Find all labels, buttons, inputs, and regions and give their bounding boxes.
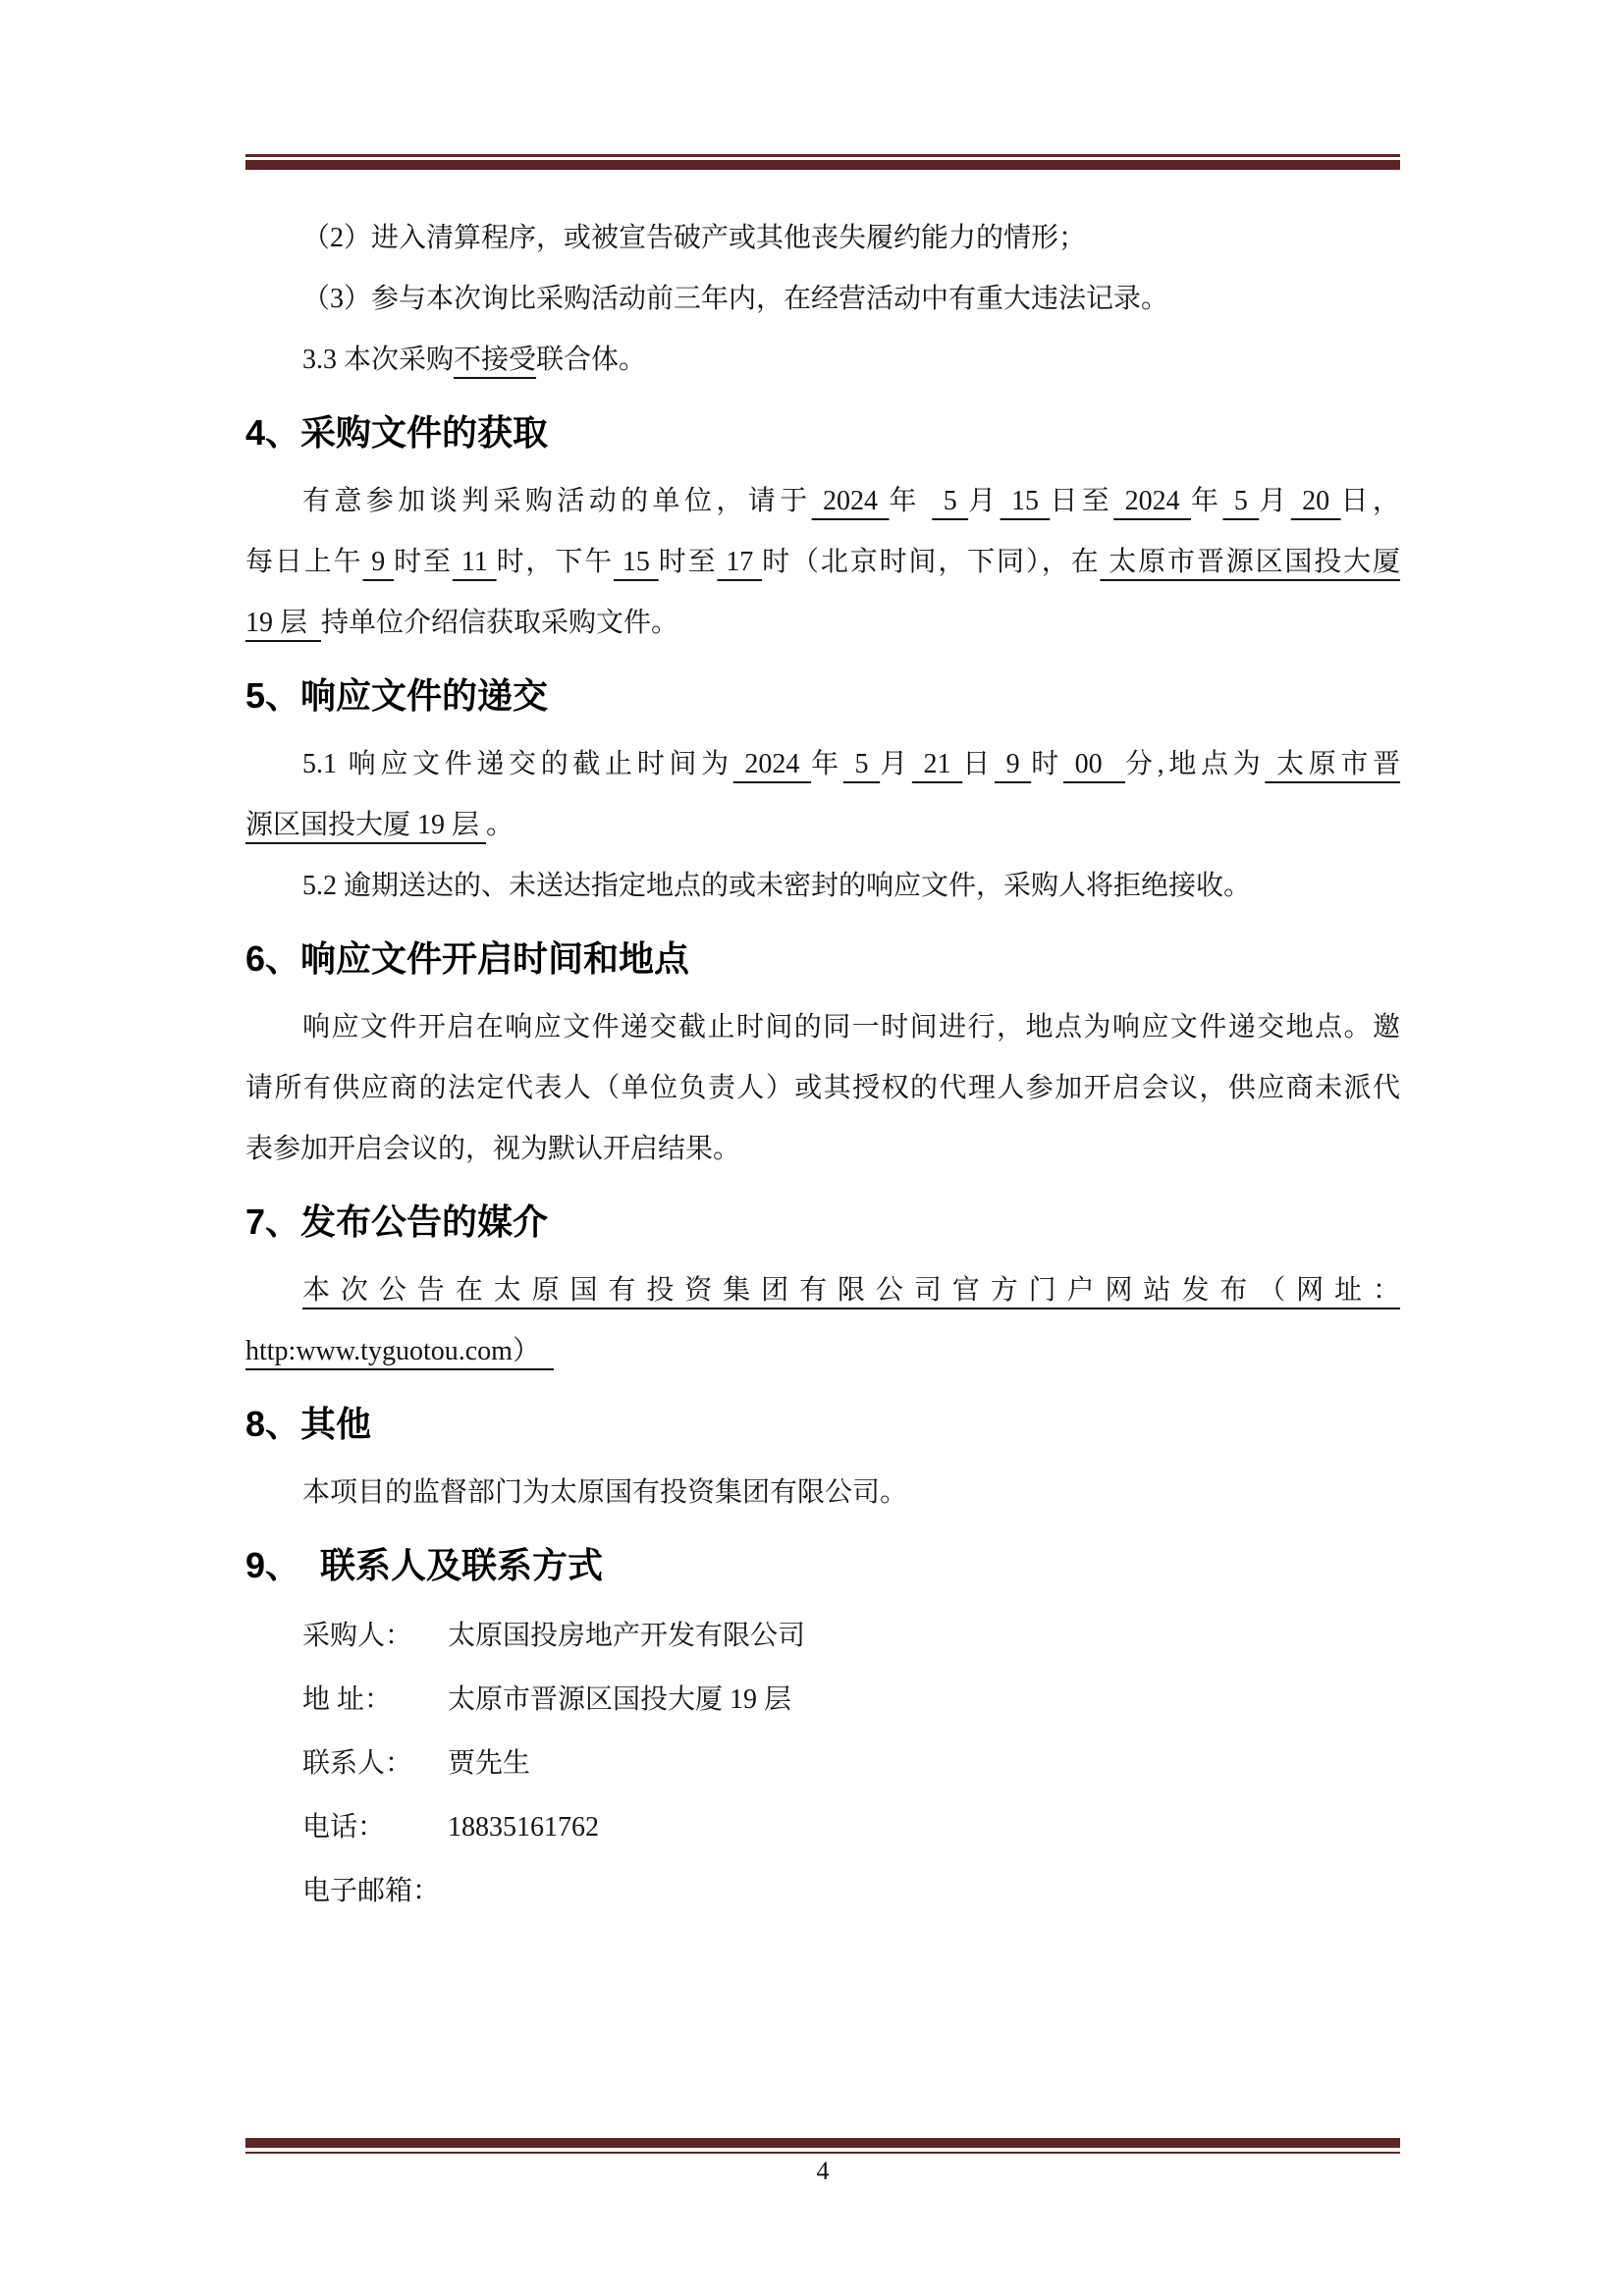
section-heading: 8、其他 [245, 1404, 372, 1444]
underlined-text: 2024 [732, 749, 812, 779]
underlined-text: 11 [452, 547, 497, 577]
contact-row [245, 1795, 1400, 1859]
underlined-text: http:www.tyguotou.com） [245, 1336, 554, 1366]
text-run: 请所有供应商的法定代表人（单位负责人）或其授权的代理人参加开启会议，供应商未派代 [245, 1073, 1400, 1103]
text-run: 3.3 本次采购 [302, 345, 455, 375]
text-line [245, 330, 1400, 391]
underlined-text: 本次公告在太原国有投资集团有限公司官方门户网站发布（网址： [302, 1275, 1400, 1306]
text-run: 年 [889, 486, 933, 516]
underlined-text: 2024 [811, 486, 890, 516]
contact-row [245, 1859, 1400, 1923]
text-run: 时至 [394, 547, 453, 577]
underlined-text: 17 [717, 547, 763, 577]
underlined-text: 00 [1062, 749, 1125, 779]
footer-rule-thin-line [245, 2152, 1400, 2154]
underlined-text: 15 [1000, 486, 1051, 516]
text-run: 5.1 响应文件递交的截止时间为 [302, 749, 733, 779]
text-run: 日至 [1050, 486, 1114, 516]
text-line [245, 1260, 1400, 1321]
document-body [245, 208, 1400, 1923]
contact-row [245, 1604, 1400, 1668]
text-run: 年 [811, 749, 843, 779]
header-rule [245, 154, 1400, 170]
underlined-text: 5 [1222, 486, 1260, 516]
underlined-text: 2024 [1113, 486, 1192, 516]
text-run: 响应文件开启在响应文件递交截止时间的同一时间进行，地点为响应文件递交地点。邀 [302, 1012, 1400, 1042]
underlined-text: 21 [911, 749, 963, 779]
header-rule-thick-line [245, 160, 1400, 170]
underlined-text: 19 层 [245, 608, 322, 638]
text-run: 时（北京时间，下同），在 [762, 547, 1101, 577]
contact-label: 联系人： [302, 1748, 413, 1779]
text-run: 时 [1031, 749, 1063, 779]
page-number: 4 [816, 2157, 830, 2185]
contact-label: 地 址： [302, 1684, 393, 1715]
contact-value: 18835161762 [448, 1812, 599, 1842]
text-run: 日 [962, 749, 995, 779]
text-line [245, 795, 1400, 856]
section-heading: 6、响应文件开启时间和地点 [245, 938, 690, 979]
underlined-text: 5 [842, 749, 881, 779]
footer-rule [245, 2138, 1400, 2154]
text-run: 每日上午 [245, 547, 363, 577]
contact-value: 贾先生 [448, 1748, 531, 1779]
underlined-text: 5 [932, 486, 969, 516]
text-run: 本项目的监督部门为太原国有投资集团有限公司。 [302, 1477, 908, 1508]
text-line [245, 1463, 1400, 1523]
contact-row [245, 1732, 1400, 1795]
text-run: 月 [968, 486, 1001, 516]
underlined-text: 太原市晋 [1265, 749, 1401, 779]
text-line [245, 1058, 1400, 1119]
text-line [245, 1119, 1400, 1180]
text-run: 分,地点为 [1124, 749, 1266, 779]
underlined-text: 不接受 [454, 345, 537, 375]
section-heading: 5、响应文件的递交 [245, 675, 549, 716]
text-line [245, 532, 1400, 593]
text-run: 持单位介绍信获取采购文件。 [321, 608, 679, 638]
text-run: 月 [880, 749, 912, 779]
text-line [245, 593, 1400, 654]
underlined-text: 9 [362, 547, 395, 577]
text-run: 日， [1340, 486, 1400, 516]
text-run: 。 [486, 810, 514, 840]
contact-label: 电子邮箱： [302, 1876, 441, 1906]
contact-value: 太原市晋源区国投大厦 19 层 [448, 1684, 792, 1715]
underlined-text: 源区国投大厦 19 层 [245, 810, 487, 840]
text-run: 月 [1259, 486, 1291, 516]
underlined-text: 9 [994, 749, 1032, 779]
underlined-text: 20 [1290, 486, 1341, 516]
footer-rule-thick-line [245, 2138, 1400, 2148]
text-line [245, 997, 1400, 1058]
contact-label: 采购人： [302, 1621, 413, 1651]
text-run: 时，下午 [496, 547, 614, 577]
text-line [245, 856, 1400, 917]
text-line [245, 269, 1400, 330]
text-run: （2）进入清算程序，或被宣告破产或其他丧失履约能力的情形； [302, 223, 1087, 253]
section-heading: 7、发布公告的媒介 [245, 1201, 549, 1242]
text-run: 时至 [658, 547, 718, 577]
text-run: 联合体。 [536, 345, 647, 375]
text-run: 表参加开启会议的，视为默认开启结果。 [245, 1134, 741, 1164]
text-line [245, 208, 1400, 269]
contact-value: 太原国投房地产开发有限公司 [448, 1621, 806, 1651]
contact-row [245, 1668, 1400, 1732]
text-run: 有意参加谈判采购活动的单位，请于 [302, 486, 812, 516]
text-run: 年 [1191, 486, 1223, 516]
underlined-text: 15 [614, 547, 659, 577]
text-line [245, 1321, 1400, 1382]
section-heading: 9、 联系人及联系方式 [245, 1545, 604, 1585]
text-line [245, 734, 1400, 795]
underlined-text: 太原市晋源区国投大厦 [1100, 547, 1400, 577]
contact-label: 电话： [302, 1812, 386, 1842]
text-run: （3）参与本次询比采购活动前三年内，在经营活动中有重大违法记录。 [302, 284, 1169, 314]
section-heading: 4、采购文件的获取 [245, 412, 549, 453]
text-run: 5.2 逾期送达的、未送达指定地点的或未密封的响应文件，采购人将拒绝接收。 [302, 871, 1252, 901]
text-line [245, 471, 1400, 532]
